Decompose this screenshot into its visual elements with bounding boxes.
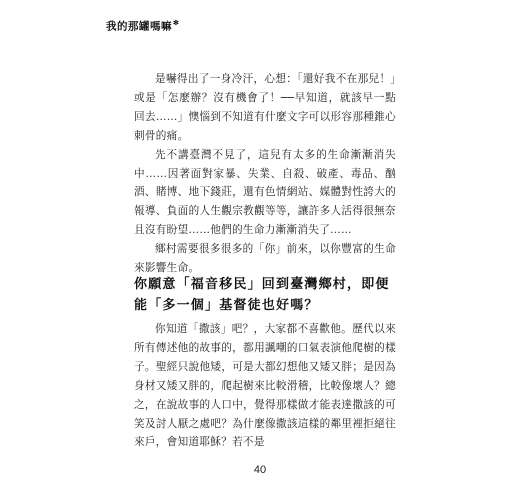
paragraph: 先不講臺灣不見了，這兒有太多的生命漸漸消失中……因著面對家暴、失業、自殺、破產、毒品、酗酒、賭博、地下錢莊，還有色情網站、媒體對性誇大的報導、負面的人生觀宗教觀等等，讓許多人活得很無奈且沒有盼望……他們的生命力漸漸消失了……	[134, 148, 396, 237]
section-heading: 你願意「福音移民」回到臺灣鄉村，即便能「多一個」基督徒也好嗎？	[134, 277, 390, 313]
page-number: 40	[253, 464, 267, 476]
book-title: 我的那罐嗎嘛	[106, 20, 172, 33]
asterisk-ornament-icon: ✻	[173, 18, 180, 27]
running-header	[106, 18, 179, 34]
paragraph: 鄉村需要很多很多的「你」前來，以你豐富的生命來影響生命。	[134, 243, 396, 275]
body-text-top	[134, 70, 396, 278]
paragraph: 你知道「撒該」吧？，大家都不喜歡他。歷代以來所有傳述他的故事的，都用諷嘲的口氣表演他爬樹的樣子。聖經只說他矮，可是大都幻想他又矮又胖；是因為身材又矮又胖的，爬起樹來比較滑稽，比較像壞人？總之，在說故事的人口中，覺得那樣做才能表達撒該的可笑及討人厭之處吧？為什麼像撒該這樣的鄰里裡拒絕往來戶，會知道耶穌？若不是	[134, 323, 396, 449]
body-text-bottom	[134, 320, 396, 452]
paragraph: 是嚇得出了一身冷汗，心想：「還好我不在那兒！」或是「怎麼辦？沒有機會了！──早知道，就該早一點回去……」懊惱到不知道有什麼文字可以形容那種錐心刺骨的痛。	[134, 73, 396, 142]
